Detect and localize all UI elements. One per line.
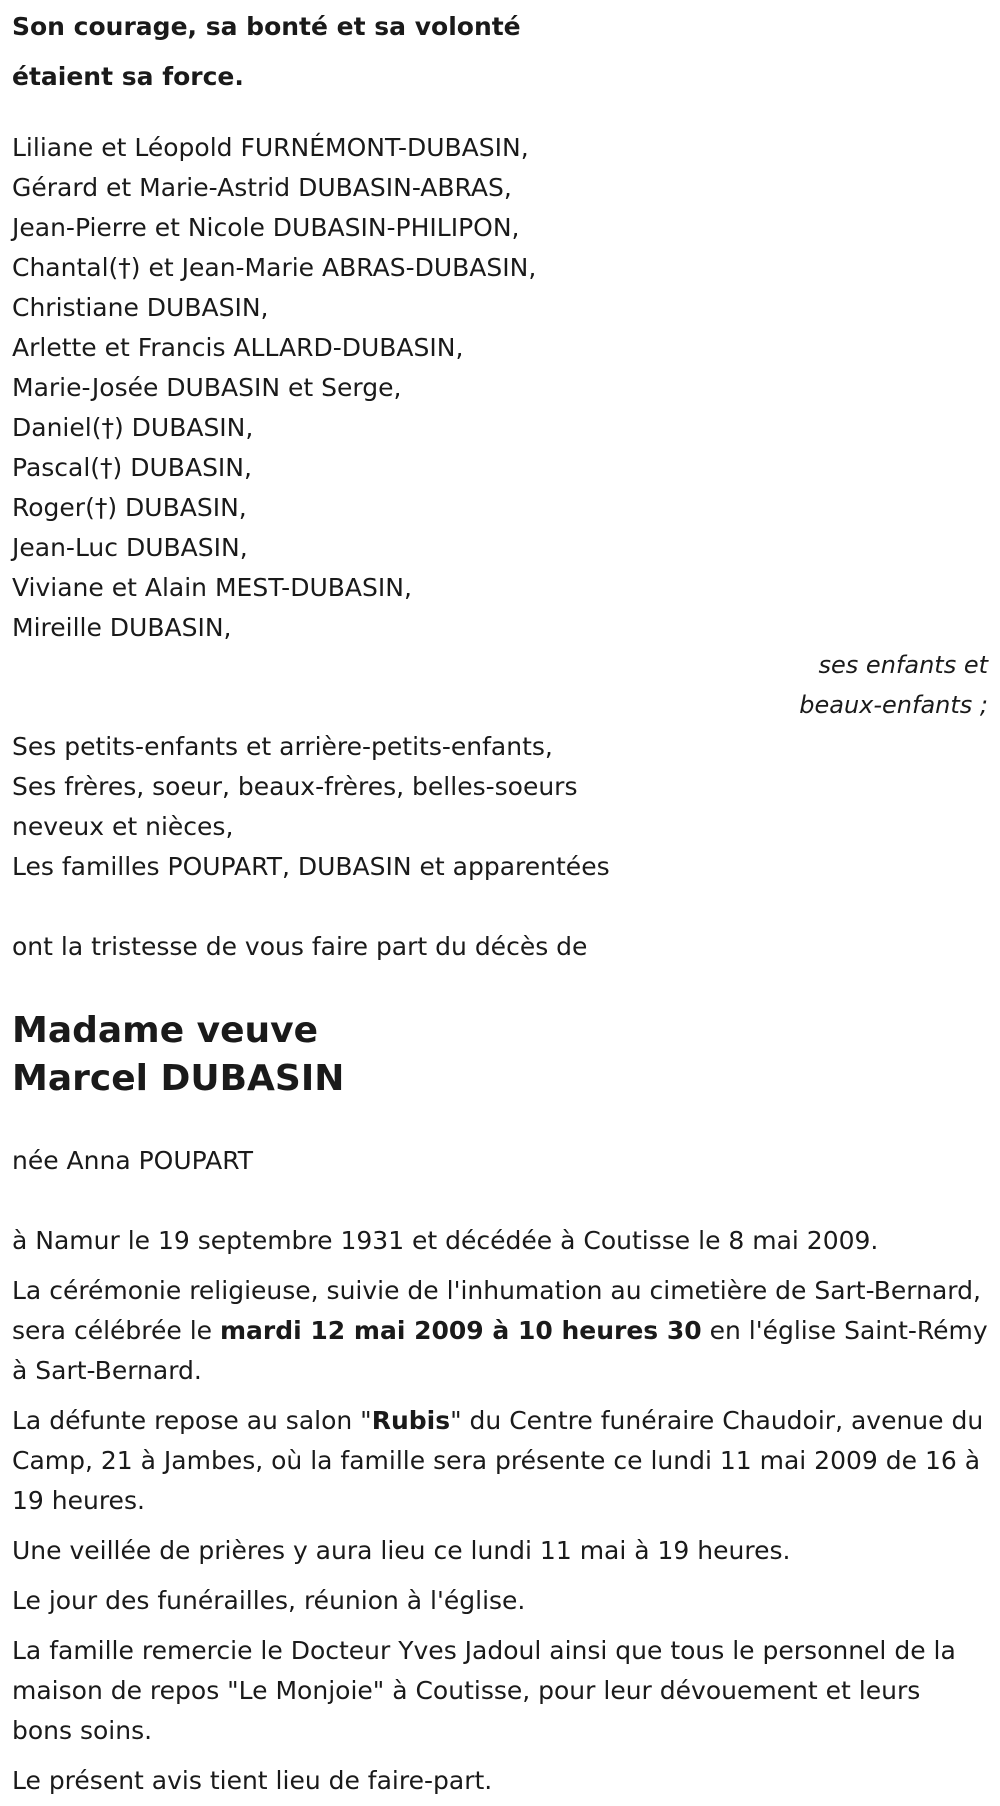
child-name: Jean-Pierre et Nicole DUBASIN-PHILIPON, [12, 213, 520, 242]
child-name: Viviane et Alain MEST-DUBASIN, [12, 573, 412, 602]
children-list [12, 128, 988, 648]
child-name: Roger(†) DUBASIN, [12, 493, 247, 522]
child-name: Gérard et Marie-Astrid DUBASIN-ABRAS, [12, 173, 512, 202]
relation-line-2: beaux-enfants ; [799, 691, 988, 719]
deceased-line-2: Marcel DUBASIN [12, 1058, 345, 1099]
rest-text-2: " du Centre funéraire Chaudoir, avenue du Camp, 21 à Jambes, où la famille sera présente ce lundi 11 mai 2009 de 16 à 19 heures. [12, 1406, 984, 1515]
relation-line-1: ses enfants et [818, 651, 988, 679]
vigil-info: Une veillée de prières y aura lieu ce lundi 11 mai à 19 heures. [12, 1536, 791, 1565]
extended-family [12, 727, 988, 887]
child-name: Christiane DUBASIN, [12, 293, 269, 322]
rest-text-1: La défunte repose au salon " [12, 1406, 372, 1435]
child-name: Jean-Luc DUBASIN, [12, 533, 248, 562]
quote-line-1: Son courage, sa bonté et sa volonté [12, 12, 521, 41]
birth-name: née Anna POUPART [12, 1146, 254, 1175]
quote [12, 0, 988, 102]
child-name: Chantal(†) et Jean-Marie ABRAS-DUBASIN, [12, 253, 537, 282]
family-line: neveux et nièces, [12, 812, 234, 841]
announcement: ont la tristesse de vous faire part du décès de [12, 932, 588, 961]
child-name: Arlette et Francis ALLARD-DUBASIN, [12, 333, 464, 362]
quote-line-2: étaient sa force. [12, 62, 244, 91]
child-name: Pascal(†) DUBASIN, [12, 453, 252, 482]
rest-info [12, 1401, 988, 1521]
details [12, 1221, 988, 1801]
family-line: Ses frères, soeur, beaux-frères, belles-soeurs [12, 772, 578, 801]
ceremony-date: mardi 12 mai 2009 à 10 heures 30 [219, 1316, 702, 1345]
rest-room-name: Rubis [371, 1406, 451, 1435]
birth-death-dates: à Namur le 19 septembre 1931 et décédée à Coutisse le 8 mai 2009. [12, 1226, 879, 1255]
deceased-line-1: Madame veuve [12, 1010, 319, 1051]
child-name: Daniel(†) DUBASIN, [12, 413, 254, 442]
ceremony-info [12, 1271, 988, 1391]
relation-label [12, 645, 988, 725]
thanks-info: La famille remercie le Docteur Yves Jadoul ainsi que tous le personnel de la maison de repos "Le Monjoie" à Coutisse, pour leur dévouement et leurs bons soins. [12, 1636, 956, 1745]
child-name: Mireille DUBASIN, [12, 613, 232, 642]
child-name: Marie-Josée DUBASIN et Serge, [12, 373, 402, 402]
notice-info: Le présent avis tient lieu de faire-part. [12, 1766, 493, 1795]
family-line: Ses petits-enfants et arrière-petits-enfants, [12, 732, 553, 761]
family-line: Les familles POUPART, DUBASIN et apparentées [12, 852, 610, 881]
deceased-name [12, 1007, 988, 1103]
meeting-info: Le jour des funérailles, réunion à l'église. [12, 1586, 526, 1615]
ceremony-text-1: La cérémonie religieuse, suivie de l'inhumation au cimetière de Sart-Bernard, sera célébrée le [12, 1276, 981, 1345]
child-name: Liliane et Léopold FURNÉMONT-DUBASIN, [12, 133, 529, 162]
ceremony-text-2: en l'église Saint-Rémy à Sart-Bernard. [12, 1316, 988, 1385]
